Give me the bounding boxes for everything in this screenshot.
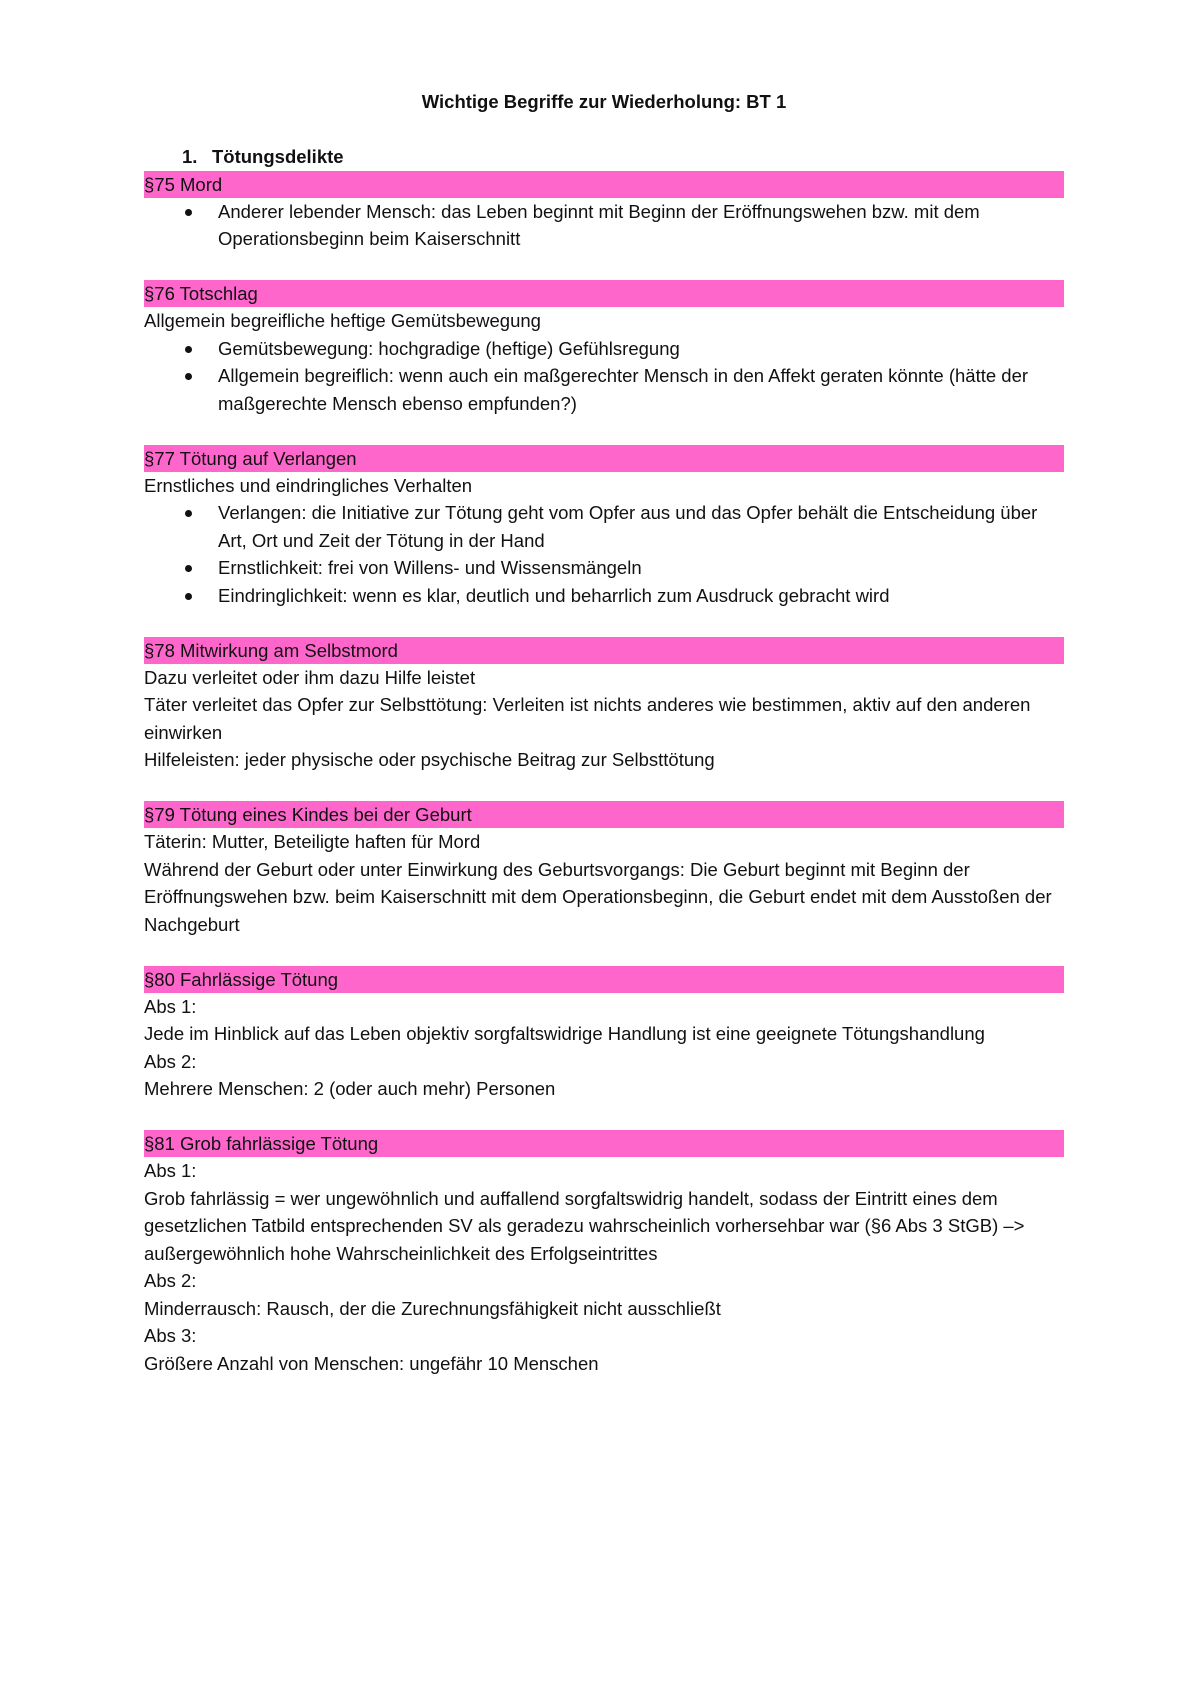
abs-text: Minderrausch: Rausch, der die Zurechnungsfähigkeit nicht ausschließt [144, 1297, 721, 1319]
spacer [144, 774, 1064, 802]
bullet-text: Gemütsbewegung: hochgradige (heftige) Gefühlsregung [218, 337, 680, 359]
intro-s76: Allgemein begreifliche heftige Gemütsbewegung [144, 310, 541, 331]
abs-text: Größere Anzahl von Menschen: ungefähr 10 Menschen [144, 1352, 599, 1374]
heading-s78: §78 Mitwirkung am Selbstmord [144, 637, 1064, 664]
bullet-item [144, 198, 1064, 253]
bullet-icon [185, 346, 192, 353]
abs-text: Jede im Hinblick auf das Leben objektiv sorgfaltswidrige Handlung ist eine geeignete Tötungshandlung [144, 1023, 985, 1044]
text-line: Täter verleitet das Opfer zur Selbsttötung: Verleiten ist nichts anderes wie bestimmen, aktiv auf den anderen einwirken [144, 694, 1031, 743]
heading-s77: §77 Tötung auf Verlangen [144, 445, 1064, 472]
bullet-icon [185, 209, 192, 216]
document-body [144, 88, 1064, 1377]
abs-label: Abs 1: [144, 1160, 197, 1181]
bullet-icon [185, 565, 192, 572]
section-heading [144, 143, 1064, 171]
bullet-text: Verlangen: die Initiative zur Tötung geht vom Opfer aus und das Opfer behält die Entscheidung über Art, Ort und Zeit der Tötung in der Hand [218, 502, 1038, 551]
bullet-text: Ernstlichkeit: frei von Willens- und Wissensmängeln [218, 557, 642, 578]
bullet-icon [185, 373, 192, 380]
spacer [144, 1103, 1064, 1131]
section-label: Tötungsdelikte [212, 146, 344, 167]
bullet-icon [185, 510, 192, 517]
heading-s81: §81 Grob fahrlässige Tötung [144, 1130, 1064, 1157]
spacer [144, 253, 1064, 281]
bullet-item [144, 335, 1064, 363]
bullet-item [144, 499, 1064, 554]
spacer [144, 938, 1064, 966]
bullet-item [144, 582, 1064, 610]
bullet-list-s75 [144, 198, 1064, 253]
intro-s77: Ernstliches und eindringliches Verhalten [144, 474, 473, 496]
abs-label: Abs 1: [144, 995, 197, 1017]
abs-label: Abs 2: [144, 1050, 197, 1072]
heading-s76: §76 Totschlag [144, 280, 1064, 307]
abs-text: Mehrere Menschen: 2 (oder auch mehr) Personen [144, 1078, 556, 1099]
heading-s75: §75 Mord [144, 171, 1064, 198]
text-line: Hilfeleisten: jeder physische oder psychische Beitrag zur Selbsttötung [144, 749, 715, 770]
bullet-list-s77 [144, 499, 1064, 609]
bullet-list-s76 [144, 335, 1064, 418]
bullet-item [144, 362, 1064, 417]
bullet-text: Anderer lebender Mensch: das Leben beginnt mit Beginn der Eröffnungswehen bzw. mit dem Operationsbeginn beim Kaiserschnitt [218, 200, 980, 249]
text-line: Dazu verleitet oder ihm dazu Hilfe leistet [144, 666, 476, 688]
section-number: 1. [182, 146, 198, 167]
abs-label: Abs 2: [144, 1270, 197, 1291]
bullet-icon [185, 593, 192, 600]
spacer [144, 417, 1064, 445]
text-line: Während der Geburt oder unter Einwirkung des Geburtsvorgangs: Die Geburt beginnt mit Beginn der Eröffnungswehen bzw. beim Kaiserschnitt mit dem Operationsbeginn, die Geburt endet mit dem Ausstoßen der Nachgeburt [144, 858, 1052, 935]
document-title: Wichtige Begriffe zur Wiederholung: BT 1 [421, 91, 787, 112]
bullet-item [144, 554, 1064, 582]
heading-s79: §79 Tötung eines Kindes bei der Geburt [144, 801, 1064, 828]
abs-label: Abs 3: [144, 1325, 197, 1346]
abs-text: Grob fahrlässig = wer ungewöhnlich und auffallend sorgfaltswidrig handelt, sodass der Eintritt eines dem gesetzlichen Tatbild entsprechenden SV als geradezu wahrscheinlich vorhersehbar war (§6 Abs 3 StGB) –> außergewöhnlich hohe Wahrscheinlichkeit des Erfolgseintrittes [144, 1187, 1025, 1264]
text-line: Täterin: Mutter, Beteiligte haften für Mord [144, 831, 481, 852]
bullet-text: Eindringlichkeit: wenn es klar, deutlich und beharrlich zum Ausdruck gebracht wird [218, 584, 890, 606]
bullet-text: Allgemein begreiflich: wenn auch ein maßgerechter Mensch in den Affekt geraten könnte (hätte der maßgerechte Mensch ebenso empfunden?) [218, 365, 1029, 414]
heading-s80: §80 Fahrlässige Tötung [144, 966, 1064, 993]
spacer [144, 609, 1064, 637]
